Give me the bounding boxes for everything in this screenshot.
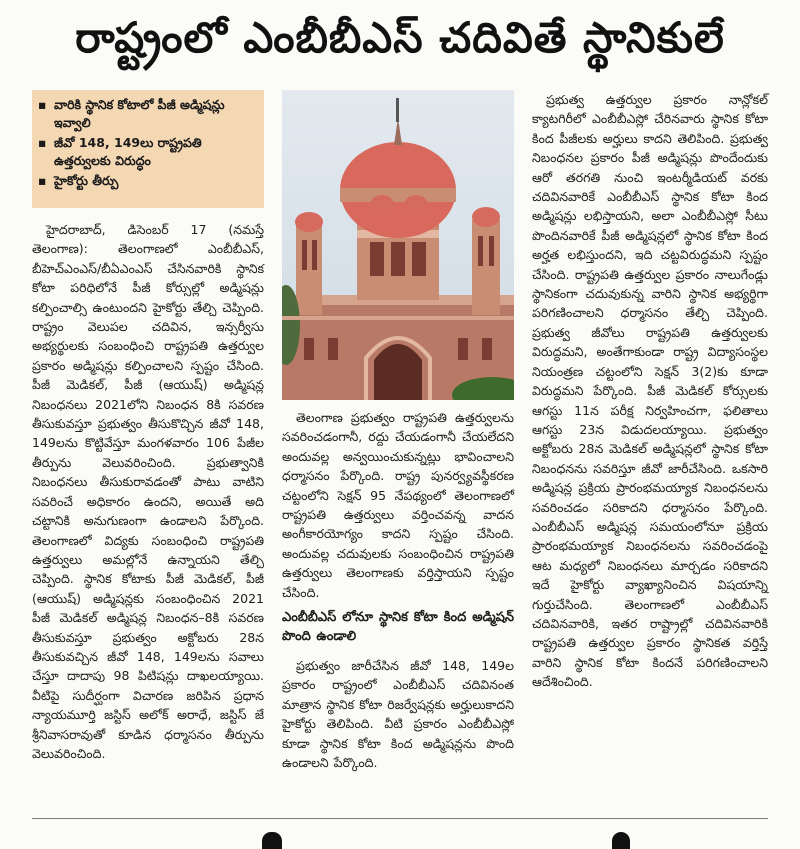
high-court-photo (282, 90, 514, 400)
highlight-item (38, 96, 258, 132)
next-article-fragment (612, 832, 630, 849)
highlights-box (32, 90, 264, 208)
highlight-item (38, 134, 258, 170)
article-subheading: ఎంబీబీఎస్ లోనూ స్థానిక కోటా కింద అడ్మిషన్ పొంది ఉండాలి (282, 610, 514, 645)
article-paragraph: ప్రభుత్వ ఉత్తర్వుల ప్రకారం నాన్లోకల్ క్యాటగిరీలో ఎంబీబీఎస్లో చేరినవారు స్థానిక కోటా కింద పీజీలకు అర్హులు కాదని తెలిపింది. ప్రభుత్వ నిబంధనల ప్రకారం పీజీ అడ్మిషన్లు పొందేందుకు ఆరో తరగతి నుంచి ఇంటర్మీడియట్ వరకు చదివినవారికే ఎంబీబీఎస్ స్థానిక కోటా కింద అడ్మిషన్లు లభిస్తాయని, అలా ఎంబీబీఎస్లో సీటు పొందినవారికే పీజీ అడ్మిషన్లలో స్థానిక కోటా కింద అర్హత లభిస్తుందని, ఇది చట్టవిరుద్ధమని స్పష్టం చేసింది. రాష్ట్రపతి ఉత్తర్వుల ప్రకారం నాలుగేండ్లు స్థానికంగా చదువుకున్న వారిని స్థానిక అభ్యర్థిగా పరిగణించాలని ధర్మాసనం తేల్చి చెప్పింది. ప్రభుత్వ జీవోలు రాష్ట్రపతి ఉత్తర్వులకు విరుద్ధమని, అంతేగాకుండా రాష్ట్ర విద్యాసంస్థల నియంత్రణ చట్టంలోని సెక్షన్ 3(2)కు కూడా విరుద్ధమని పేర్కొంది. పీజీ మెడికల్ కోర్సులకు ఆగస్టు 11న పరీక్ష నిర్వహించగా, ఫలితాలు ఆగస్టు 23న విడుదలయ్యాయి. ప్రభుత్వం అక్టోబరు 28న మెడికల్ అడ్మిషన్లలో స్థానిక కోటా నిబంధనను సవరిస్తూ జీవో జారీచేసింది. ఒకసారి అడ్మిషన్ల ప్రక్రియ ప్రారంభమయ్యాక నిబంధనలను సవరించడం సరికాదని ధర్మాసనం పేర్కొంది. ఎంబీబీఎస్ అడ్మిషన్ల సమయంలోనూ ప్రక్రియ ప్రారంభమయ్యాక నిబంధనలను సవరించడంపై ఆట మధ్యలో నిబంధనలు మార్చడం సరికాదని ఇదే హైకోర్టు వ్యాఖ్యానించిన విషయాన్ని గుర్తుచేసింది. తెలంగాణలో ఎంబీబీఎస్ చదివినవారికి, ఇతర రాష్ట్రాల్లో చదివినవారికి రాష్ట్రపతి ఉత్తర్వుల ప్రకారం స్థానికత వర్తిస్తే వారిని స్థానిక కోటా కిందనే పరిగణించాలని ఆదేశించింది. (532, 92, 768, 690)
highlight-item (38, 172, 258, 190)
highlight-text: జీవో 148, 149లు రాష్ట్రపతి ఉత్తర్వులకు విరుద్ధం (54, 135, 202, 168)
headline: రాష్ట్రంలో ఎంబీబీఎస్ చదివితే స్థానికులే (75, 13, 725, 62)
next-article-fragment (262, 832, 282, 849)
bullet-icon: ▪ (38, 173, 47, 188)
article-paragraph: ప్రభుత్వం జారీచేసిన జీవో 148, 149ల ప్రకారం రాష్ట్రంలో ఎంబీబీఎస్ చదివినంత మాత్రాన స్థానిక కోటా రిజర్వేషన్లకు అర్హులుకాదని హైకోర్టు తెలిపింది. వీటి ప్రకారం ఎంబీబీఎస్లో కూడా స్థానిక కోటా కింద అడ్మిషన్లను పొంది ఉండాలని పేర్కొంది. (282, 658, 514, 771)
bullet-icon: ▪ (38, 135, 47, 150)
article-column-1 (32, 220, 264, 763)
highlight-text: హైకోర్టు తీర్పు (54, 173, 119, 188)
highlight-text: వారికి స్థానిక కోటాలో పీజీ అడ్మిషన్లు ఇవ్వాలి (54, 97, 225, 130)
bullet-icon: ▪ (38, 97, 47, 112)
article-column-3 (532, 90, 768, 692)
article-paragraph: తెలంగాణ ప్రభుత్వం రాష్ట్రపతి ఉత్తర్వులను సవరించడంగానీ, రద్దు చేయడంగానీ చేయలేదని అందువల్ల అన్వయించుకున్నట్లు భావించాలని ధర్మాసనం పేర్కొంది. రాష్ట్ర పునర్వ్యవస్థీకరణ చట్టంలోని సెక్షన్ 95 నేపథ్యంలో తెలంగాణలో రాష్ట్రపతి ఉత్తర్వులు వర్తించవన్న వాదన అంగీకారయోగ్యం కాదని స్పష్టం చేసింది. అందువల్ల చదువులకు సంబంధించిన రాష్ట్రపతి ఉత్తర్వులు తెలంగాణకు వర్తిస్తాయని స్పష్టం చేసింది. (282, 410, 514, 600)
article-paragraph: హైదరాబాద్, డిసెంబర్ 17 (నమస్తే తెలంగాణ): తెలంగాణలో ఎంబీబీఎస్, బీహెచ్ఎంఎస్/బీఏఎంఎస్ చేసినవారికి స్థానిక కోటా పరిధిలోనే పీజీ కోర్సుల్లో అడ్మిషన్లు కల్పించాల్సి ఉంటుందని హైకోర్టు తేల్చి చెప్పింది. రాష్ట్రం వెలుపల చదివిన, ఇన్సర్వీసు అభ్యర్థులకు సంబంధించి రాష్ట్రపతి ఉత్తర్వుల ప్రకారం అడ్మిషన్లు కల్పించాలని స్పష్టం చేసింది. పీజీ మెడికల్, పీజీ (ఆయుష్) అడ్మిషన్ల నిబంధనలు 2021లోని నిబంధన 8కి సవరణ తీసుకువస్తూ ప్రభుత్వం తీసుకొచ్చిన జీవో 148, 149లను కొట్టివేస్తూ మంగళవారం 106 పేజీల తీర్పును వెలువరించింది. ప్రభుత్వానికి నిబంధనలు తీసుకురావడంతో పాటు వాటిని సవరించే అధికారం ఉందని, అయితే అది చట్టానికి అనుగుణంగా ఉండాలని పేర్కొంది. తెలంగాణలో విద్యకు సంబంధించి రాష్ట్రపతి ఉత్తర్వులు అమల్లోనే ఉన్నాయని తేల్చి చెప్పింది. స్థానిక కోటాకు పీజీ మెడికల్, పీజీ (ఆయుష్) అడ్మిషన్లకు సంబంధించిన 2021 పీజీ మెడికల్ అడ్మిషన్ల నిబంధన–8కి సవరణ తీసుకువస్తూ ప్రభుత్వం అక్టోబరు 28న తీసుకువచ్చిన జీవో 148, 149లను సవాలు చేస్తూ దాదాపు 98 పిటిషన్లు దాఖలయ్యాయి. వీటిపై సుదీర్ఘంగా విచారణ జరిపిన ప్రధాన న్యాయమూర్తి జస్టిస్ అలోక్ అరాధే, జస్టిస్ జే శ్రీనివాసరావుతో కూడిన ధర్మాసనం తీర్పును వెలువరించింది. (32, 222, 264, 761)
article-column-2 (282, 408, 514, 773)
bottom-divider (32, 818, 768, 819)
